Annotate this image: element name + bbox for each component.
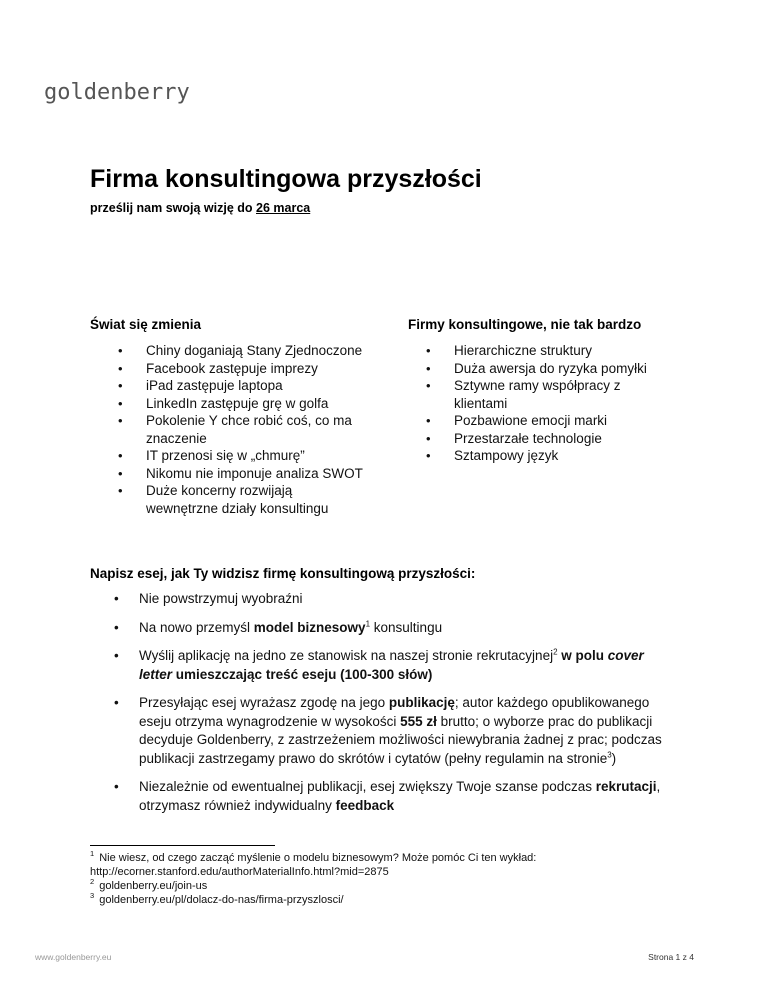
essay-item-bold: umieszczając treść eseju (100-300 słów) <box>172 666 433 682</box>
list-item: • Duża awersja do ryzyka pomyłki <box>426 360 666 378</box>
essay-item-text: ) <box>611 750 617 766</box>
footnote-3 <box>90 893 690 907</box>
list-item: • Chiny doganiają Stany Zjednoczone <box>118 342 368 360</box>
footnote-1-link[interactable]: http://ecorner.stanford.edu/authorMaterialInfo.html?mid=2875 <box>90 866 389 878</box>
page-subtitle <box>90 201 310 215</box>
list-item: • Facebook zastępuje imprezy <box>118 360 368 378</box>
essay-item-bold: w polu <box>557 648 608 663</box>
right-column-heading: Firmy konsultingowe, nie tak bardzo <box>408 317 642 332</box>
list-item: • Nikomu nie imponuje analiza SWOT <box>118 465 368 483</box>
footnote-ref-3: 3 <box>607 750 612 759</box>
footnote-number: 2 <box>90 877 95 887</box>
essay-item-bold: 555 zł <box>400 713 437 729</box>
list-item: • Duże koncerny rozwijają wewnętrzne działy konsultingu <box>118 482 368 517</box>
footnote-link[interactable]: goldenberry.eu/join-us <box>96 880 208 892</box>
footnotes <box>90 851 690 907</box>
page-number: Strona 1 z 4 <box>648 952 694 962</box>
list-item: • LinkedIn zastępuje grę w golfa <box>118 395 368 413</box>
footnote-2 <box>90 879 690 893</box>
footnote-ref-1: 1 <box>365 619 371 628</box>
essay-item-application <box>114 647 674 684</box>
list-item: • Hierarchiczne struktury <box>426 342 666 360</box>
footnote-ref-2: 2 <box>553 647 558 657</box>
list-item: • Pokolenie Y chce robić coś, co ma znaczenie <box>118 412 368 447</box>
left-column-list <box>118 342 368 517</box>
list-item: • IT przenosi się w „chmurę” <box>118 447 368 465</box>
list-item: • Przestarzałe technologie <box>426 430 666 448</box>
list-item: • Sztywne ramy współpracy z klientami <box>426 377 666 412</box>
essay-item-bold: rekrutacji <box>595 779 657 794</box>
essay-item-text: Nie powstrzymuj wyobraźni <box>139 591 303 606</box>
essay-heading: Napisz esej, jak Ty widzisz firmę konsultingową przyszłości: <box>90 566 476 581</box>
list-item: • iPad zastępuje laptopa <box>118 377 368 395</box>
footnote-number: 3 <box>90 891 95 901</box>
essay-item-bold: model biznesowy <box>253 619 366 635</box>
subtitle-text: prześlij nam swoją wizję do <box>90 201 257 215</box>
essay-item-publication <box>114 694 674 768</box>
essay-item-recruitment <box>114 778 674 815</box>
essay-item-bold: publikację <box>388 695 455 710</box>
essay-item-text: Na nowo przemyśl <box>139 619 254 635</box>
page-title: Firma konsultingowa przyszłości <box>90 165 482 193</box>
essay-item-text: , otrzymasz również indywidualny <box>139 779 661 813</box>
goldenberry-logo: goldenberry <box>44 80 190 105</box>
right-column-list <box>426 342 666 465</box>
essay-item-bold-italic: cover letter <box>139 648 644 682</box>
essay-instructions-list <box>114 590 674 825</box>
essay-item-text: Wyślij aplikację na jedno ze stanowisk na naszej stronie rekrutacyjnej <box>139 648 554 663</box>
essay-item-text: konsultingu <box>370 619 443 635</box>
essay-item-business-model <box>114 619 674 638</box>
essay-item-text: Przesyłając esej wyrażasz zgodę na jego <box>139 695 389 710</box>
footer-website: www.goldenberry.eu <box>35 952 112 962</box>
list-item: • Sztampowy język <box>426 447 666 465</box>
list-item: • Pozbawione emocji marki <box>426 412 666 430</box>
footnote-divider <box>90 845 275 846</box>
left-column-heading: Świat się zmienia <box>90 317 202 332</box>
essay-item-text: ; autor każdego opublikowanego eseju otrzyma wynagrodzenie w wysokości <box>139 695 650 729</box>
essay-item-bold: feedback <box>335 797 395 813</box>
essay-item-text: brutto; o wyborze prac do publikacji decyduje Goldenberry, z zastrzeżeniem możliwości niewybrania żadnej z prac; podczas publikacji zastrzegamy prawo do skrótów i cytatów (pełny regulamin na stronie <box>139 713 662 766</box>
essay-item-text: Niezależnie od ewentualnej publikacji, esej zwiększy Twoje szanse podczas <box>139 779 596 794</box>
footnote-number: 1 <box>90 849 95 859</box>
footnote-link[interactable]: goldenberry.eu/pl/dolacz-do-nas/firma-przyszlosci/ <box>96 894 344 906</box>
essay-item-imagination <box>114 590 674 609</box>
deadline-date: 26 marca <box>256 201 311 215</box>
footnote-text: Nie wiesz, od czego zacząć myślenie o modelu biznesowym? Może pomóc Ci ten wykład: <box>96 852 537 864</box>
footnote-1 <box>90 851 690 865</box>
